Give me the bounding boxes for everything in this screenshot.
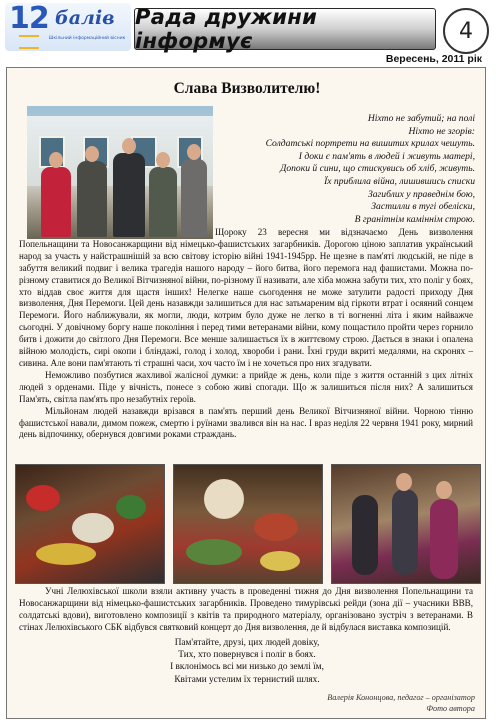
poem-line: Пам'ятайте, друзі, цих людей довіку, — [174, 638, 320, 648]
paragraph: Щороку 23 вересня ми відзначаємо День визволення Попельнащини та Новосанжарщини від німецько-фашистських загарбників. Дорогою ціною заплатив український народ за участь у найстрашнішій за всю світову історію війні 1941-1945рр. Не щезне в пам'яті людській, не піде в забуття великий подвиг і велика трагедія нашого народу – його битва, його перемога над фашистами. Можна по-різному ставитися до Великої Вітчизняної війни, по-різному її називати, але хіба можна забути тих, хто поліг у боях, хто віддав своє життя для щастя інших! Нелегке наше сьогодення не може затулити радості приходу Дня визволення, Дня Перемоги. Цей день назавжди залишиться для нас затьмареним від гіркоти втрат і осяяний сонцем Перемоги. Його наближували, як могли, люди, котрим було дуже не легко в ті вогненні літа і яким найважче сьогодні. У довічному боргу наше покоління і перед тими ветеранами війни, кому пощастило пройти через горнило битв і дожити до світлого Дня Перемоги. Все менше залишається їх в життєвому строю. Дається в знаки і опалена війною молодість, сирі окопи і бліндажі, голод і холод, хвороби і рани. Їхні груди вкриті медалями, на скронях – сивина. Але вони пам'ятають ті страшні часи, хоч часто їм і не хочеться про них згадувати. — [19, 227, 473, 368]
person-figure — [181, 159, 207, 237]
newsletter-header — [0, 0, 496, 70]
article-body — [19, 227, 473, 441]
closing-poem — [107, 637, 387, 686]
newsletter-title: Рада дружини інформує — [135, 5, 318, 53]
paragraph: Неможливо позбутися жахливої жалісної думки: а прийде ж день, коли піде з життя останній з цих літніх людей з орденами. Піде у вічність, понесе з собою живі спогади. Що ж залишиться після них? А залишиться Пам'ять, світла пам'ять про незабутніх героїв. — [19, 369, 473, 404]
exhibition-photo — [173, 464, 323, 584]
paragraph: Мільйонам людей назавжди врізався в пам'ять перший день Великої Вітчизняної війни. Чорною тінню фашистської навали, димом пожеж, смертю і руїнами звалився він на нас. І враз неділя 22 червня 1941 року, мирний день відпочинку, обернувся довгими роками страждань. — [19, 405, 473, 440]
poem-line: Тих, хто повернувся і поліг в боях. — [178, 650, 316, 661]
poem-line: Застилли в тугі обеліски, — [371, 201, 475, 213]
person-figure — [113, 153, 145, 237]
logo-subtitle: Шкільний інформаційний вісник — [48, 36, 126, 41]
issue-date: Вересень, 2011 рік — [385, 53, 482, 65]
article-title: Слава Визволителю! — [173, 80, 321, 97]
title-banner — [134, 5, 436, 53]
poem-line: Їх приблила війна, лишившись списки — [324, 175, 475, 187]
poem-line: Допоки й сини, що стискувись об хліб, живуть. — [280, 163, 475, 175]
author-name: Валерія Кононцова, педагог – організатор — [327, 693, 475, 702]
poem-line: Солдатські портрети на вишитих крилах чешуть. — [265, 138, 475, 150]
poem-line: Ніхто не забутий; на полі — [367, 113, 475, 124]
person-figure — [77, 161, 107, 237]
paragraph: Учні Лелюхівської школи взяли активну участь в проведенні тижня до Дня визволення Попельнащини та Новосанжарщини від німецько-фашистських загарбників. Проведено тимурівські рейди (зона дії – учасники ВВВ, солдатські вдови), виготовлено композиції з квітів та природного матеріалу, організовано зустріч з ветеранами. В стінах Лелюхівського СБК відбувся святковий концерт до Дня визволення, де й відбулася виставка композицій. — [19, 586, 473, 632]
photo-credit: Фото автора — [426, 703, 475, 713]
poem-line: І доки є пам'ять в людей і живуть матері, — [298, 150, 475, 162]
poem-line: Загиблих у праведнім бою, — [368, 188, 475, 200]
opening-poem — [220, 113, 475, 226]
students-photo — [331, 464, 481, 584]
author-signature — [327, 693, 475, 714]
poem-line: І вклонімось всі ми низько до землі їм, — [170, 662, 324, 673]
photo-gallery — [15, 464, 479, 582]
poem-line: В гранітнім каміннім строю. — [354, 213, 475, 225]
flower-composition-photo — [15, 464, 165, 584]
logo-word: балів — [55, 7, 115, 29]
logo-number: 12 — [9, 1, 49, 36]
logo-decoration — [19, 35, 39, 49]
veterans-photo — [27, 106, 213, 239]
poem-line: Ніхто не згорів: — [408, 125, 475, 137]
article-frame — [6, 67, 486, 719]
poem-line: Квітами устелим їх тернистий шлях. — [174, 674, 320, 685]
activity-paragraph — [19, 586, 473, 634]
issue-number: 4 — [443, 8, 489, 54]
logo — [5, 3, 131, 51]
